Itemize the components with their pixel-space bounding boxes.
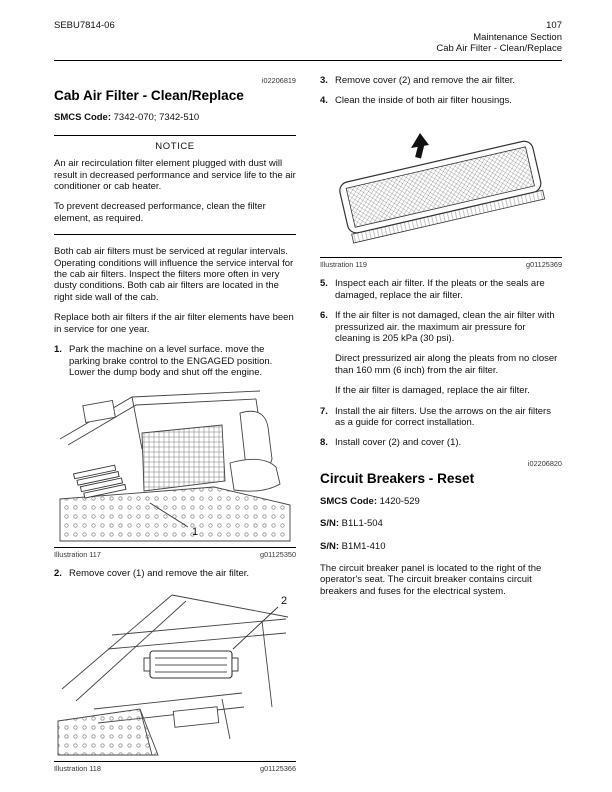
illustration-label: Illustration 117	[54, 550, 101, 560]
step-text: Install cover (2) and cover (1).	[335, 437, 462, 449]
step-number: 4.	[320, 94, 328, 106]
step-number: 7.	[320, 405, 328, 417]
illustration-code: g01125350	[260, 550, 296, 560]
page-number: 107	[546, 20, 562, 31]
sn-label: S/N:	[320, 518, 339, 530]
smcs-label: SMCS Code:	[54, 112, 111, 124]
smcs-label: SMCS Code:	[320, 495, 377, 507]
notice-label: NOTICE	[155, 140, 195, 152]
step-3	[320, 75, 562, 86]
step-text: Park the machine on a level surface. move the parking brake control to the ENGAGED position. Lower the dump body and shut off the engine.	[69, 344, 273, 378]
step-number: 6.	[320, 310, 328, 322]
article-ref-code: i02206819	[261, 75, 296, 85]
step-6-subparagraph: If the air filter is damaged, replace the air filter.	[335, 385, 530, 397]
illustration-caption	[54, 761, 296, 773]
cab-interior-drawing	[54, 387, 296, 545]
step-text: Install the air filters. Use the arrows on the air filters as a guide for correct installation.	[335, 405, 551, 428]
step-4	[320, 95, 562, 106]
header-right	[436, 20, 562, 55]
header-section: Maintenance Section	[473, 31, 562, 43]
article-circuit-breakers	[320, 458, 562, 597]
sn-label: S/N:	[320, 540, 339, 552]
article-title: Circuit Breakers - Reset	[320, 471, 475, 487]
step-6-subparagraph: Direct pressurized air along the pleats from no closer than 160 mm (6 inch) from the air filter.	[335, 353, 558, 376]
step-text: Inspect each air filter. If the pleats or the seals are damaged, replace the air filter.	[335, 278, 545, 301]
article-title: Cab Air Filter - Clean/Replace	[54, 87, 244, 103]
cab-wall-cover-drawing	[54, 589, 296, 759]
step-number: 2.	[54, 568, 62, 580]
step-text: Remove cover (1) and remove the air filter.	[69, 568, 250, 580]
article-ref-code: i02206820	[527, 458, 562, 468]
step-number: 5.	[320, 278, 328, 290]
body-paragraph: Replace both air filters if the air filter elements have been in service for one year.	[54, 312, 294, 335]
notice-paragraph: An air recirculation filter element plugged with dust will result in decreased performance and service life to the air conditioner or cab heater.	[54, 158, 296, 193]
illustration-label: Illustration 118	[54, 763, 101, 773]
illustration-code: g01125369	[526, 260, 562, 270]
notice-box	[54, 135, 296, 235]
step-2	[54, 568, 296, 579]
page-header	[54, 20, 562, 55]
air-filter-drawing	[320, 115, 562, 255]
smcs-line	[320, 496, 562, 507]
doc-code: SEBU7814-06	[54, 20, 115, 31]
illustration-117	[54, 387, 296, 559]
step-6	[320, 310, 562, 344]
smcs-line	[54, 112, 296, 123]
airflow-arrow-icon	[411, 133, 429, 158]
illustration-caption	[54, 547, 296, 559]
sn-value: B1L1-504	[341, 518, 383, 530]
body-paragraph: Both cab air filters must be serviced at regular intervals. Operating conditions will influence the service interval for the cab air filters. Inspect the filters more often in very dusty conditions. Both cab air filters are located in the right side wall of the cab.	[54, 246, 294, 303]
smcs-value: 1420-529	[379, 495, 420, 507]
smcs-value: 7342-070; 7342-510	[113, 112, 200, 124]
serial-number-line	[320, 518, 562, 529]
illustration-caption	[320, 257, 562, 269]
step-1	[54, 344, 296, 378]
step-5	[320, 278, 562, 301]
serial-number-line	[320, 541, 562, 552]
two-column-layout	[54, 75, 562, 782]
callout-1: 1	[192, 526, 199, 539]
illustration-118	[54, 589, 296, 773]
left-column	[54, 75, 296, 782]
step-number: 8.	[320, 437, 328, 449]
step-text: If the air filter is not damaged, clean the air filter with pressurized air. the maximum air pressure for cleaning is 205 kPa (30 psi).	[335, 310, 555, 344]
step-text: Remove cover (2) and remove the air filter.	[335, 74, 516, 86]
step-7	[320, 406, 562, 429]
illustration-code: g01125366	[260, 763, 296, 773]
notice-paragraph: To prevent decreased performance, clean the filter element, as required.	[54, 201, 266, 224]
header-subsection: Cab Air Filter - Clean/Replace	[436, 43, 562, 54]
step-8	[320, 437, 562, 448]
sn-value: B1M1-410	[341, 540, 386, 552]
body-paragraph: The circuit breaker panel is located to the right of the operator's seat. The circuit breaker contains circuit breakers and fuses for the electrical system.	[320, 562, 542, 597]
step-number: 1.	[54, 344, 62, 356]
illustration-label: Illustration 119	[320, 260, 367, 270]
callout-2: 2	[281, 594, 288, 607]
illustration-119	[320, 115, 562, 269]
right-column	[320, 75, 562, 782]
header-rule	[54, 60, 562, 61]
step-number: 3.	[320, 74, 328, 86]
step-text: Clean the inside of both air filter housings.	[335, 94, 512, 106]
